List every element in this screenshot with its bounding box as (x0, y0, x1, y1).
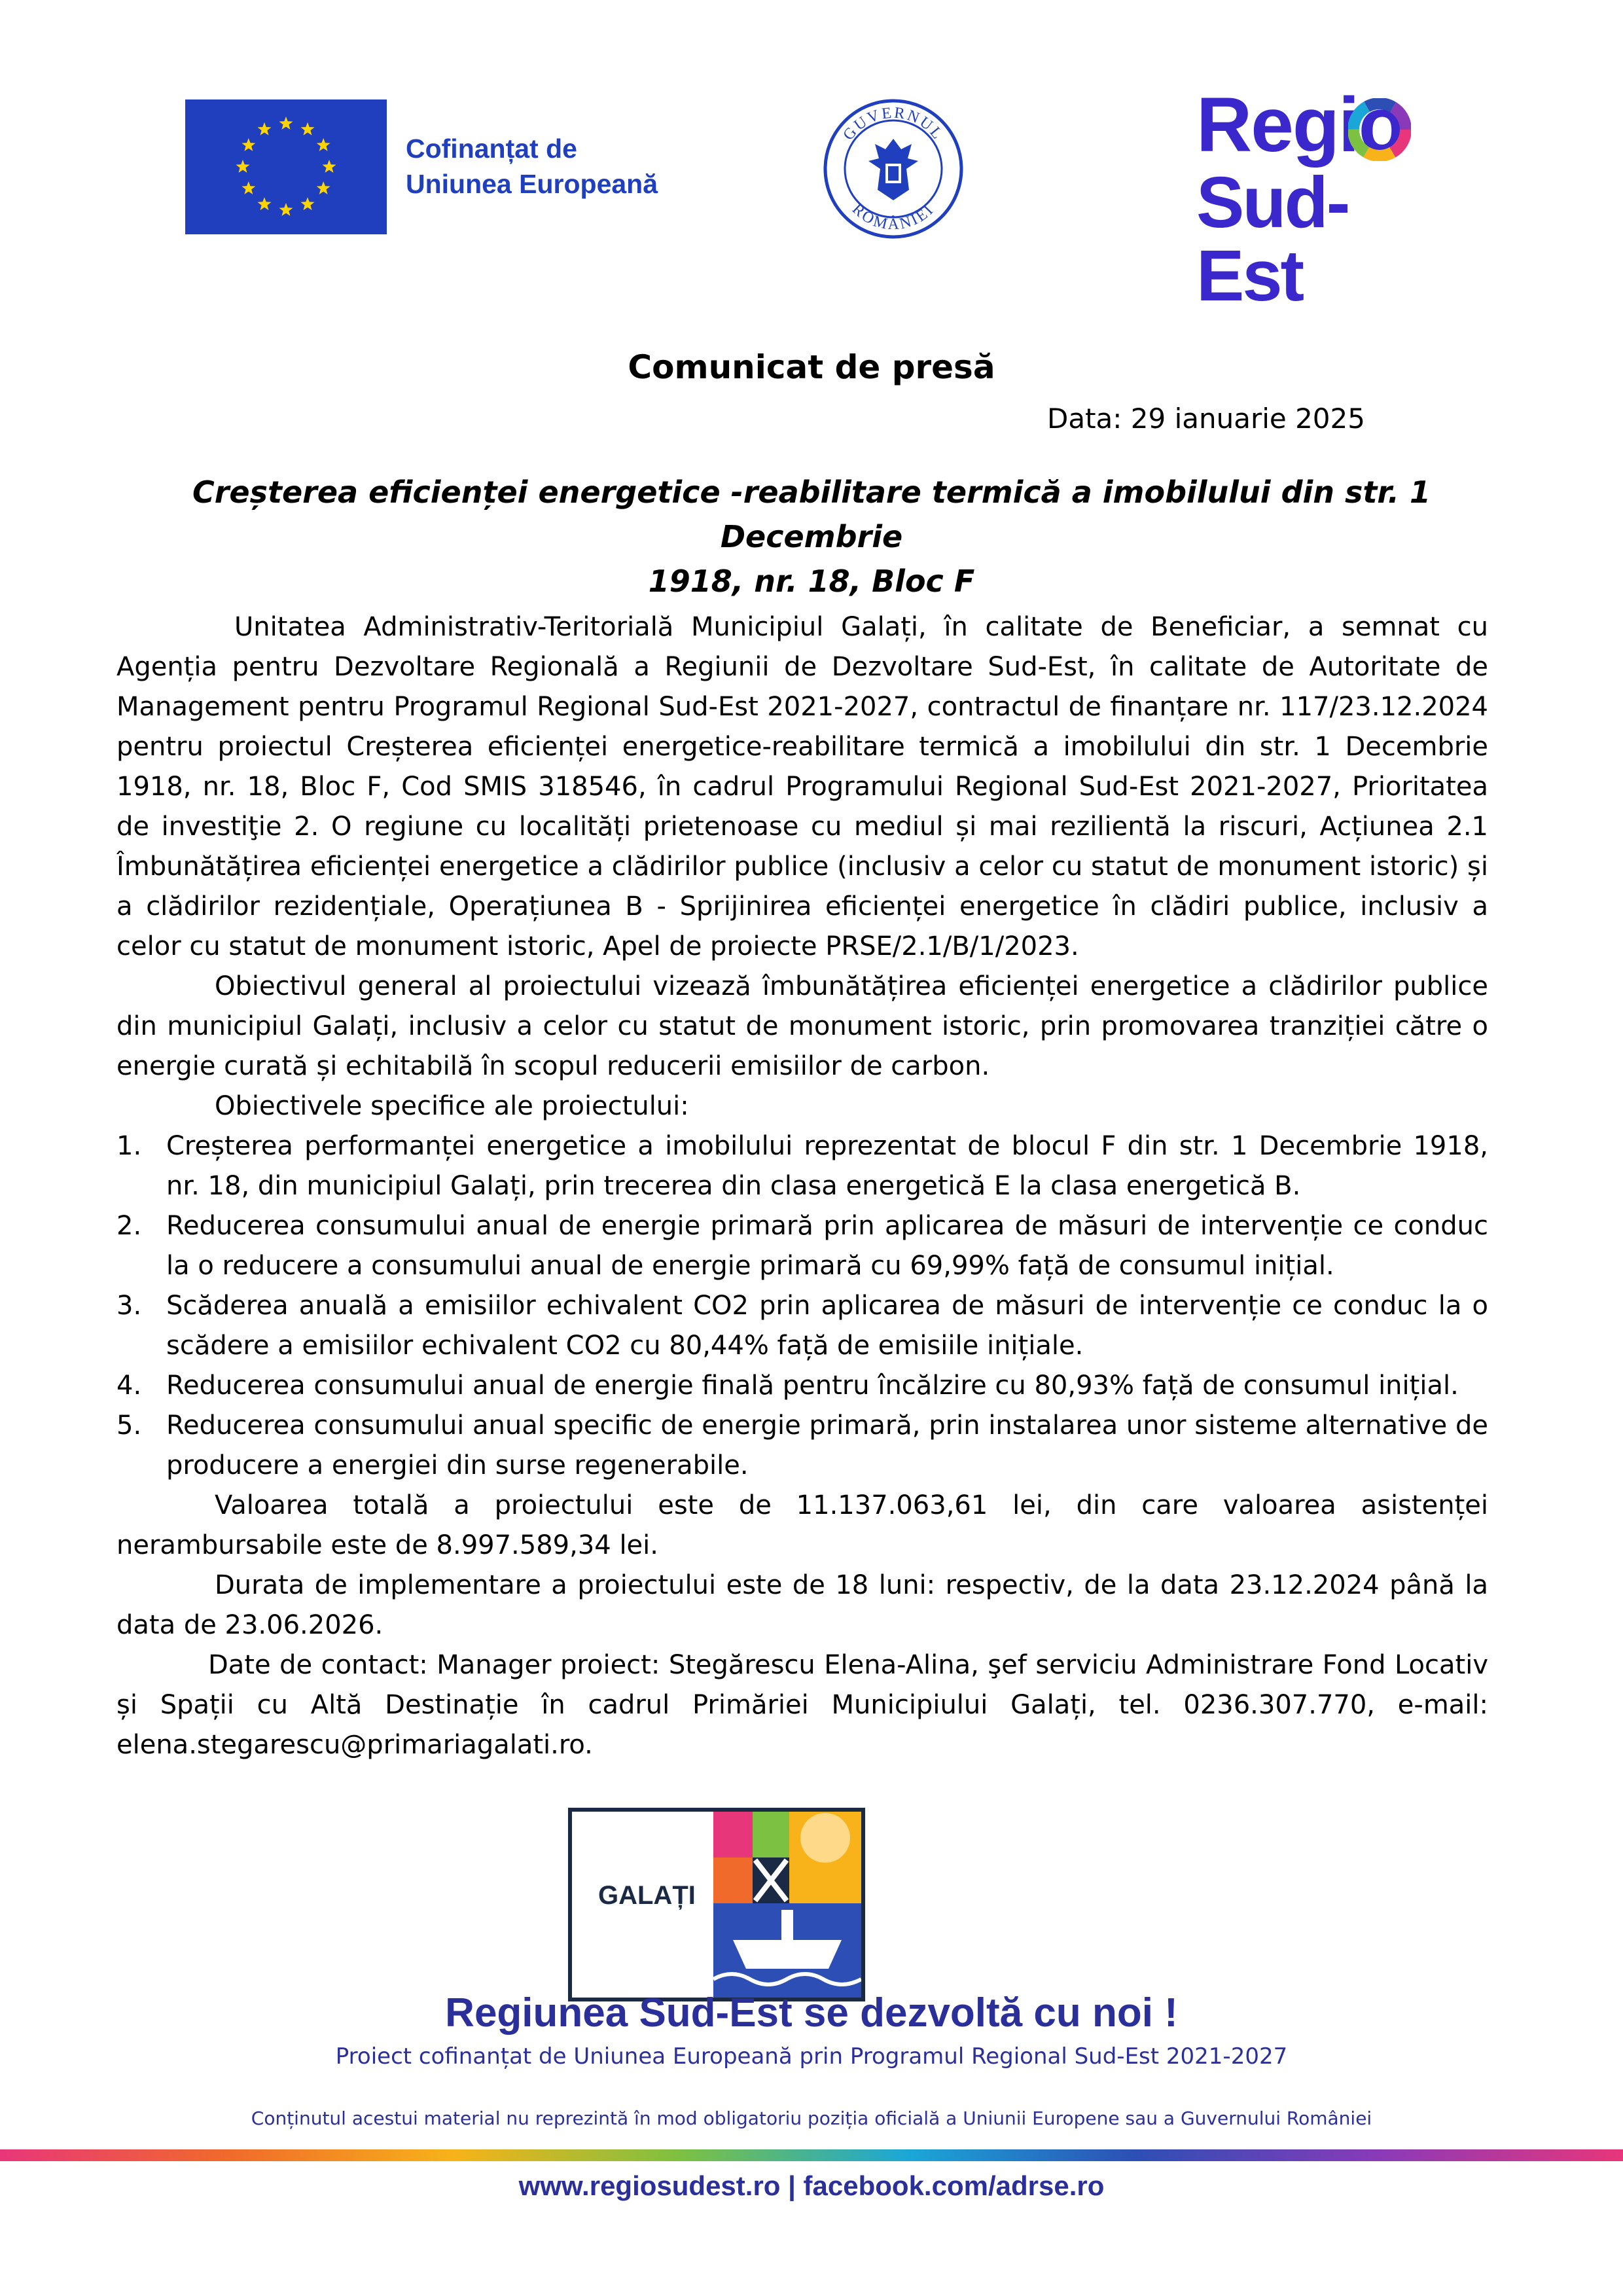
footer-subtitle: Proiect cofinanțat de Uniunea Europeană prin Programul Regional Sud-Est 2021-2027 (335, 2043, 1288, 2070)
eu-star-icon (301, 122, 315, 135)
list-item (116, 1406, 1488, 1486)
eu-text-line1: Cofinanțat de (406, 134, 577, 164)
list-item (116, 1286, 1488, 1366)
eu-text-line2: Uniunea Europeană (406, 169, 658, 199)
document-subtitle (118, 470, 1505, 603)
document-body (116, 607, 1488, 1765)
objectives-list (116, 1126, 1488, 1486)
eu-cofinancing-text (406, 131, 658, 202)
paragraph-contact: Date de contact: Manager proiect: Stegărescu Elena-Alina, şef serviciu Administrare Fond Locativ și Spații cu Altă Destinație în cadrul Primăriei Municipiului Galați, tel. 0236.307.770, e-mail: elena.stegarescu@primariagalati.ro. (116, 1650, 1488, 1760)
coat-of-arms-icon (823, 98, 964, 240)
eu-stars-icon (185, 99, 387, 234)
list-item-text: Reducerea consumului anual de energie finală pentru încălzire cu 80,93% față de consumul inițial. (166, 1371, 1459, 1401)
eu-star-icon (317, 138, 330, 151)
eu-star-icon (241, 181, 255, 194)
paragraph-project-value: Valoarea totală a proiectului este de 11.137.063,61 lei, din care valoarea asistenței nerambursabile este de 8.997.589,34 lei. (116, 1490, 1488, 1560)
list-item-text: Reducerea consumului anual de energie primară prin aplicarea de măsuri de intervenție ce conduc la o reducere a consumului anual de energie primară cu 69,99% față de consumul inițial. (166, 1211, 1488, 1281)
list-item-number: 3. (116, 1291, 142, 1321)
seal-bottom-text: ROMÂNIEI (848, 200, 938, 234)
regio-logo-line1: Regio (1196, 82, 1404, 168)
list-item-number: 5. (116, 1410, 142, 1441)
list-item (116, 1206, 1488, 1286)
footer-links[interactable]: www.regiosudest.ro | facebook.com/adrse.ro (518, 2170, 1105, 2201)
eu-star-icon (258, 197, 272, 210)
list-item-number: 1. (116, 1131, 142, 1161)
galati-city-logo (568, 1808, 865, 2001)
galati-emblem-icon (713, 1812, 861, 1998)
document-date: Data: 29 ianuarie 2025 (1047, 403, 1365, 435)
list-item-text: Reducerea consumului anual specific de energie primară, prin instalarea unor sisteme alternative de producere a energiei din surse regenerabile. (166, 1410, 1488, 1480)
galati-logo-text: GALAȚI (598, 1881, 696, 1910)
list-item-number: 2. (116, 1211, 142, 1241)
paragraph-duration: Durata de implementare a proiectului este de 18 luni: respectiv, de la data 23.12.2024 până la data de 23.06.2026. (116, 1570, 1488, 1640)
footer-color-stripe (0, 2149, 1623, 2161)
footer-disclaimer: Conținutul acestui material nu reprezintă în mod obligatoriu poziția oficială a Uniunii Europene sau a Guvernului României (251, 2108, 1372, 2129)
objectives-heading: Obiectivele specifice ale proiectului: (215, 1091, 689, 1121)
eu-star-icon (317, 181, 330, 194)
subtitle-line2: 1918, nr. 18, Bloc F (648, 564, 975, 599)
eu-star-icon (279, 203, 293, 216)
eu-star-icon (323, 160, 336, 173)
paragraph-general-objective: Obiectivul general al proiectului vizează îmbunătățirea eficienței energetice a clădirilor publice din municipiul Galați, inclusiv a celor cu statut de monument istoric, prin promovarea tranziției către o energie curată și echitabilă în scopul reducerii emisiilor de carbon. (116, 971, 1488, 1081)
eu-flag-logo (185, 99, 387, 234)
eu-star-icon (279, 117, 293, 130)
list-item-text: Creșterea performanței energetice a imobilului reprezentat de blocul F din str. 1 Decembrie 1918, nr. 18, din municipiul Galați, prin trecerea din clasa energetică E la clasa energetică B. (166, 1131, 1488, 1201)
eu-star-icon (301, 197, 315, 210)
government-seal-logo (823, 98, 964, 240)
list-item-number: 4. (116, 1371, 142, 1401)
list-item-text: Scăderea anuală a emisiilor echivalent CO2 prin aplicarea de măsuri de intervenție ce conduc la o scădere a emisiilor echivalent CO2 cu 80,44% față de emisiile inițiale. (166, 1291, 1488, 1361)
footer-slogan: Regiunea Sud-Est se dezvoltă cu noi ! (445, 1990, 1178, 2036)
eu-star-icon (236, 160, 250, 173)
document-title: Comunicat de presă (628, 348, 995, 386)
list-item (116, 1126, 1488, 1206)
paragraph-contract: Unitatea Administrativ-Teritorială Municipiul Galați, în calitate de Beneficiar, a semnat cu Agenția pentru Dezvoltare Regională a Regiunii de Dezvoltare Sud-Est, în calitate de Autoritate de Management pentru Programul Regional Sud-Est 2021-2027, contractul de finanțare nr. 117/23.12.2024 pentru proiectul Creșterea eficienței energetice-reabilitare termică a imobilului din str. 1 Decembrie 1918, nr. 18, Bloc F, Cod SMIS 318546, în cadrul Programului Regional Sud-Est 2021-2027, Prioritatea de investiţie 2. O regiune cu localități prietenoase cu mediul și mai rezilientă la riscuri, Acțiunea 2.1 Îmbunătățirea eficienței energetice a clădirilor publice (inclusiv a celor cu statut de monument istoric) și a clădirilor rezidențiale, Operațiunea B - Sprijinirea eficienței energetice în clădiri publice, inclusiv a celor cu statut de monument istoric, Apel de proiecte PRSE/2.1/B/1/2023. (116, 612, 1488, 961)
subtitle-line1: Creșterea eficienței energetice -reabilitare termică a imobilului din str. 1 Decembrie (192, 475, 1431, 554)
regio-color-wheel-icon (1348, 98, 1411, 161)
list-item (116, 1366, 1488, 1406)
regio-logo-line2: Sud-Est (1196, 162, 1349, 316)
regio-sud-est-logo (1196, 82, 1432, 316)
eu-star-icon (241, 138, 255, 151)
eu-star-icon (258, 122, 272, 135)
seal-top-text: GUVERNUL (840, 104, 947, 144)
